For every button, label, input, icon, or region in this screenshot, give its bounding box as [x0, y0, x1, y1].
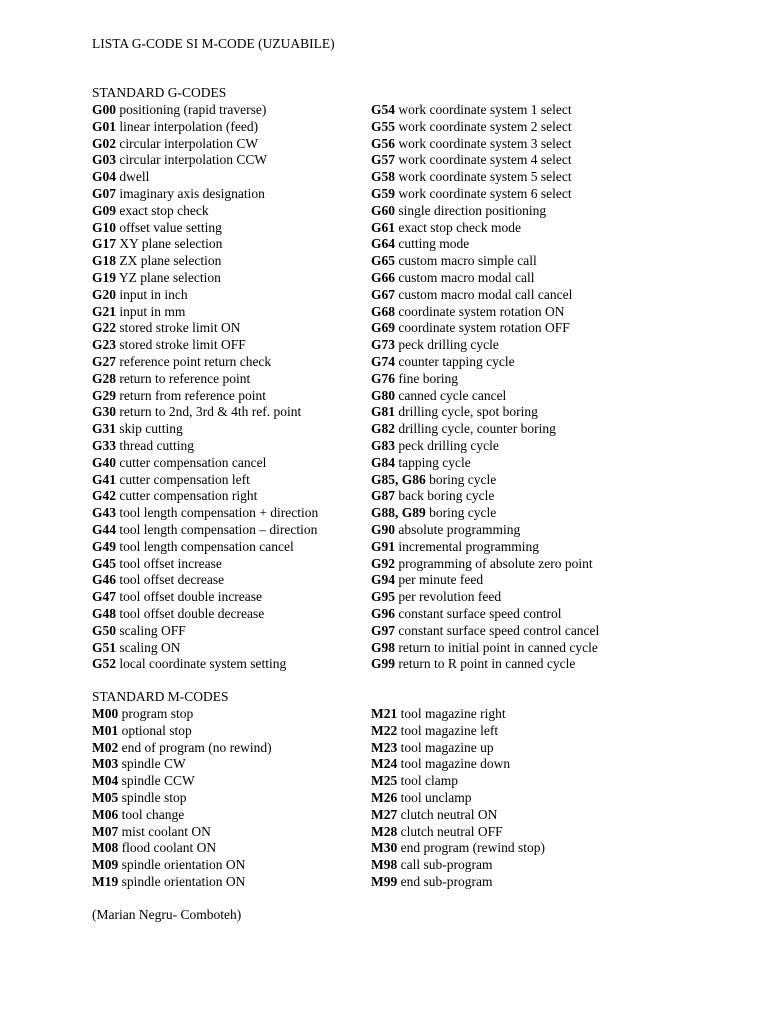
code-description: drilling cycle, spot boring [398, 404, 538, 420]
code-description: per revolution feed [398, 589, 502, 605]
code-id: G28 [92, 370, 117, 386]
code-description: work coordinate system 4 select [398, 152, 572, 168]
code-row [371, 522, 520, 538]
code-description: stored stroke limit OFF [119, 337, 246, 353]
code-id: G18 [92, 253, 117, 269]
code-description: clutch neutral ON [400, 806, 498, 822]
code-row [92, 438, 194, 454]
code-row [371, 236, 469, 252]
code-row [92, 505, 318, 521]
code-id: G33 [92, 438, 117, 453]
code-description: tool clamp [400, 773, 458, 789]
code-description: spindle orientation ON [121, 857, 246, 873]
code-description: input in inch [119, 286, 188, 302]
code-id: G66 [371, 270, 396, 285]
code-id: G10 [92, 219, 117, 235]
code-row [371, 404, 538, 420]
code-id: G60 [371, 202, 396, 218]
code-description: boring cycle [429, 471, 497, 487]
code-id: G51 [92, 639, 117, 655]
code-row [92, 773, 195, 789]
code-row [92, 857, 245, 873]
code-id: G95 [371, 589, 396, 605]
code-id: M21 [371, 706, 398, 721]
code-row [92, 388, 266, 404]
code-description: circular interpolation CCW [119, 152, 268, 168]
code-id: G48 [92, 606, 117, 621]
code-id: G30 [92, 404, 117, 420]
code-description: linear interpolation (feed) [119, 118, 259, 134]
code-row [371, 186, 572, 202]
code-id: G83 [371, 438, 396, 453]
code-description: custom macro modal call [398, 270, 535, 285]
code-row [92, 169, 149, 185]
code-row [371, 304, 564, 320]
code-id: G90 [371, 522, 396, 537]
code-description: coordinate system rotation OFF [398, 320, 570, 336]
code-row [92, 354, 271, 370]
code-description: return to R point in canned cycle [398, 656, 576, 672]
code-description: spindle stop [121, 790, 187, 805]
code-description: cutter compensation right [119, 488, 258, 504]
code-description: exact stop check mode [398, 219, 521, 235]
code-description: constant surface speed control [398, 606, 562, 621]
code-description: reference point return check [119, 354, 272, 369]
code-id: M01 [92, 722, 119, 738]
code-row [371, 388, 506, 404]
code-id: M07 [92, 823, 119, 839]
code-description: scaling OFF [119, 622, 186, 638]
code-id: M22 [371, 722, 398, 738]
code-description: peck drilling cycle [398, 337, 499, 353]
code-id: G17 [92, 236, 117, 252]
code-row [92, 102, 266, 118]
code-id: G43 [92, 505, 117, 521]
code-id: G54 [371, 102, 396, 117]
code-row [371, 640, 598, 656]
code-row [92, 320, 241, 336]
code-row [92, 270, 221, 286]
code-description: tool magazine left [400, 722, 499, 738]
code-id: G56 [371, 135, 396, 151]
code-id: G67 [371, 286, 396, 302]
code-id: G69 [371, 320, 396, 336]
code-id: G96 [371, 606, 396, 621]
code-row [371, 136, 572, 152]
code-description: tool magazine up [400, 739, 494, 755]
code-row [371, 706, 506, 722]
code-id: G20 [92, 286, 117, 302]
code-id: G68 [371, 303, 396, 319]
code-row [371, 790, 472, 806]
code-id: G45 [92, 555, 117, 571]
code-description: YZ plane selection [118, 270, 221, 285]
code-row [92, 236, 222, 252]
code-id: M03 [92, 756, 119, 772]
code-id: M02 [92, 739, 119, 755]
code-id: G92 [371, 555, 396, 571]
code-description: offset value setting [119, 219, 222, 235]
code-row [92, 119, 258, 135]
code-description: spindle CCW [121, 773, 195, 789]
code-row [371, 773, 458, 789]
code-id: G29 [92, 387, 117, 403]
code-row [92, 589, 262, 605]
code-description: spindle CW [121, 756, 186, 772]
code-id: G44 [92, 522, 117, 537]
code-id: G31 [92, 421, 117, 437]
code-row [371, 287, 572, 303]
code-row [92, 203, 209, 219]
code-id: M24 [371, 756, 398, 772]
code-row [371, 824, 503, 840]
code-row [371, 539, 539, 555]
code-row [92, 740, 272, 756]
code-description: end sub-program [400, 874, 493, 889]
code-id: G98 [371, 639, 396, 655]
code-row [92, 874, 245, 890]
code-row [371, 656, 575, 672]
code-row [92, 253, 221, 269]
code-id: G22 [92, 320, 117, 336]
code-description: tool length compensation – direction [119, 522, 318, 537]
code-description: imaginary axis designation [119, 186, 265, 201]
code-row [371, 589, 501, 605]
code-row [371, 119, 572, 135]
code-description: ZX plane selection [119, 253, 222, 269]
code-id: G61 [371, 219, 396, 235]
code-description: tool offset double decrease [119, 606, 265, 621]
code-description: work coordinate system 3 select [398, 135, 572, 151]
code-row [371, 756, 510, 772]
code-description: tool offset decrease [119, 572, 225, 588]
code-id: G49 [92, 538, 117, 554]
code-description: work coordinate system 5 select [398, 169, 572, 185]
code-row [92, 186, 265, 202]
code-row [92, 556, 222, 572]
code-description: programming of absolute zero point [398, 555, 593, 571]
code-row [92, 539, 294, 555]
code-row [92, 840, 216, 856]
code-row [371, 270, 534, 286]
code-description: circular interpolation CW [119, 135, 259, 151]
code-description: tool length compensation cancel [119, 538, 294, 554]
code-id: G27 [92, 354, 117, 369]
code-description: back boring cycle [398, 488, 495, 504]
code-id: M30 [371, 840, 398, 856]
code-description: work coordinate system 2 select [398, 118, 572, 134]
code-id: G85, G86 [371, 471, 426, 487]
code-row [371, 320, 570, 336]
code-row [371, 857, 492, 873]
code-row [92, 807, 184, 823]
code-id: M98 [371, 857, 398, 873]
code-id: G55 [371, 118, 396, 134]
code-row [92, 640, 181, 656]
code-description: cutter compensation left [119, 471, 250, 487]
code-id: G91 [371, 538, 396, 554]
code-description: absolute programming [398, 522, 521, 537]
code-description: dwell [119, 169, 150, 185]
code-description: tool offset increase [119, 555, 222, 571]
code-id: G09 [92, 202, 117, 218]
code-id: M00 [92, 706, 119, 721]
code-id: G97 [371, 622, 396, 638]
code-row [92, 371, 250, 387]
code-description: counter tapping cycle [398, 354, 515, 369]
code-row [92, 220, 222, 236]
code-row [92, 756, 186, 772]
code-id: M28 [371, 823, 398, 839]
code-row [92, 421, 183, 437]
code-row [371, 488, 494, 504]
code-id: M19 [92, 874, 119, 889]
code-row [371, 455, 471, 471]
code-description: end program (rewind stop) [400, 840, 545, 856]
code-id: G07 [92, 186, 117, 201]
code-description: cutting mode [398, 236, 470, 252]
code-id: M06 [92, 806, 119, 822]
code-id: G87 [371, 488, 396, 504]
code-id: G46 [92, 572, 117, 588]
code-id: G21 [92, 303, 117, 319]
code-row [92, 790, 187, 806]
code-id: G88, G89 [371, 505, 426, 521]
code-row [371, 807, 497, 823]
code-id: G00 [92, 102, 117, 117]
code-row [371, 337, 499, 353]
code-description: custom macro simple call [398, 253, 537, 269]
code-id: G82 [371, 421, 396, 437]
code-description: fine boring [398, 370, 459, 386]
code-row [92, 706, 193, 722]
code-id: G59 [371, 186, 396, 201]
code-description: XY plane selection [119, 236, 223, 252]
code-description: return to initial point in canned cycle [398, 639, 598, 655]
code-id: M23 [371, 739, 398, 755]
code-row [92, 152, 267, 168]
code-id: G02 [92, 135, 117, 151]
code-description: tool magazine down [400, 756, 511, 772]
code-id: G03 [92, 152, 117, 168]
code-row [92, 472, 250, 488]
code-row [371, 152, 572, 168]
code-id: G19 [92, 270, 117, 285]
code-description: cutter compensation cancel [119, 454, 267, 470]
code-id: M27 [371, 806, 398, 822]
code-description: return from reference point [119, 387, 266, 403]
code-id: G40 [92, 454, 117, 470]
author-note: (Marian Negru- Comboteh) [92, 907, 242, 922]
code-row [92, 488, 257, 504]
m-codes-heading: STANDARD M-CODES [92, 689, 229, 704]
code-id: G65 [371, 253, 396, 269]
code-id: G57 [371, 152, 396, 168]
code-description: scaling ON [119, 639, 181, 655]
code-row [371, 472, 496, 488]
code-description: work coordinate system 6 select [398, 186, 572, 201]
code-row [92, 136, 258, 152]
code-description: return to reference point [119, 370, 251, 386]
code-row [371, 354, 515, 370]
code-id: G76 [371, 370, 396, 386]
code-id: M04 [92, 773, 119, 789]
code-row [371, 505, 496, 521]
code-id: G41 [92, 471, 117, 487]
code-row [371, 102, 572, 118]
code-id: G84 [371, 454, 396, 470]
code-description: call sub-program [400, 857, 493, 873]
code-row [92, 287, 188, 303]
code-description: single direction positioning [398, 202, 547, 218]
code-description: skip cutting [119, 421, 183, 437]
code-row [371, 740, 494, 756]
code-description: input in mm [119, 303, 186, 319]
code-id: M09 [92, 857, 119, 873]
code-id: G74 [371, 354, 396, 369]
code-row [371, 840, 545, 856]
code-id: G58 [371, 169, 396, 185]
code-row [371, 874, 492, 890]
code-id: G73 [371, 337, 396, 353]
code-description: tapping cycle [398, 454, 471, 470]
code-description: peck drilling cycle [398, 438, 499, 453]
code-id: G04 [92, 169, 117, 185]
code-id: M26 [371, 790, 398, 805]
code-id: G23 [92, 337, 117, 353]
code-description: optional stop [121, 722, 192, 738]
code-description: tool change [121, 806, 185, 822]
code-row [92, 522, 317, 538]
code-row [371, 253, 537, 269]
code-description: per minute feed [398, 572, 484, 588]
document-title: LISTA G-CODE SI M-CODE (UZUABILE) [92, 36, 335, 51]
code-description: boring cycle [429, 505, 497, 521]
code-description: program stop [121, 706, 194, 721]
code-row [371, 556, 593, 572]
code-description: tool unclamp [400, 790, 472, 805]
code-row [92, 824, 211, 840]
code-row [371, 438, 499, 454]
code-row [371, 606, 561, 622]
g-codes-heading: STANDARD G-CODES [92, 85, 227, 100]
code-description: spindle orientation ON [121, 874, 246, 889]
code-description: return to 2nd, 3rd & 4th ref. point [119, 404, 302, 420]
code-description: custom macro modal call cancel [398, 286, 573, 302]
code-description: work coordinate system 1 select [398, 102, 572, 117]
code-row [92, 404, 301, 420]
code-description: coordinate system rotation ON [398, 303, 565, 319]
code-id: G50 [92, 622, 117, 638]
code-id: G52 [92, 656, 117, 672]
code-id: M99 [371, 874, 398, 889]
code-row [371, 421, 556, 437]
code-description: tool magazine right [400, 706, 506, 721]
code-row [371, 203, 546, 219]
code-id: G64 [371, 236, 396, 252]
code-row [371, 623, 599, 639]
code-id: G80 [371, 387, 396, 403]
code-row [371, 220, 521, 236]
code-row [92, 304, 185, 320]
code-id: G47 [92, 589, 117, 605]
code-description: clutch neutral OFF [400, 823, 503, 839]
code-description: thread cutting [119, 438, 194, 453]
code-description: tool length compensation + direction [119, 505, 319, 521]
code-row [92, 723, 192, 739]
code-row [92, 623, 186, 639]
code-row [92, 656, 286, 672]
code-id: G42 [92, 488, 117, 504]
code-description: drilling cycle, counter boring [398, 421, 556, 437]
code-id: G99 [371, 656, 396, 672]
code-description: incremental programming [398, 538, 539, 554]
code-row [371, 371, 458, 387]
code-row [371, 572, 483, 588]
code-row [92, 572, 224, 588]
code-description: local coordinate system setting [119, 656, 287, 672]
code-description: end of program (no rewind) [121, 739, 272, 755]
code-id: G81 [371, 404, 396, 420]
code-row [92, 606, 264, 622]
code-description: stored stroke limit ON [119, 320, 241, 336]
code-description: tool offset double increase [119, 589, 262, 605]
code-row [371, 169, 572, 185]
code-row [92, 455, 266, 471]
code-row [92, 337, 246, 353]
code-description: mist coolant ON [121, 823, 211, 839]
code-description: exact stop check [119, 202, 209, 218]
code-id: M08 [92, 840, 119, 856]
code-id: M05 [92, 790, 119, 805]
code-description: constant surface speed control cancel [398, 622, 600, 638]
code-description: flood coolant ON [121, 840, 217, 856]
code-id: G01 [92, 118, 117, 134]
code-id: G94 [371, 572, 396, 588]
code-id: M25 [371, 773, 398, 789]
code-description: canned cycle cancel [398, 387, 507, 403]
code-description: positioning (rapid traverse) [119, 102, 267, 117]
code-row [371, 723, 498, 739]
